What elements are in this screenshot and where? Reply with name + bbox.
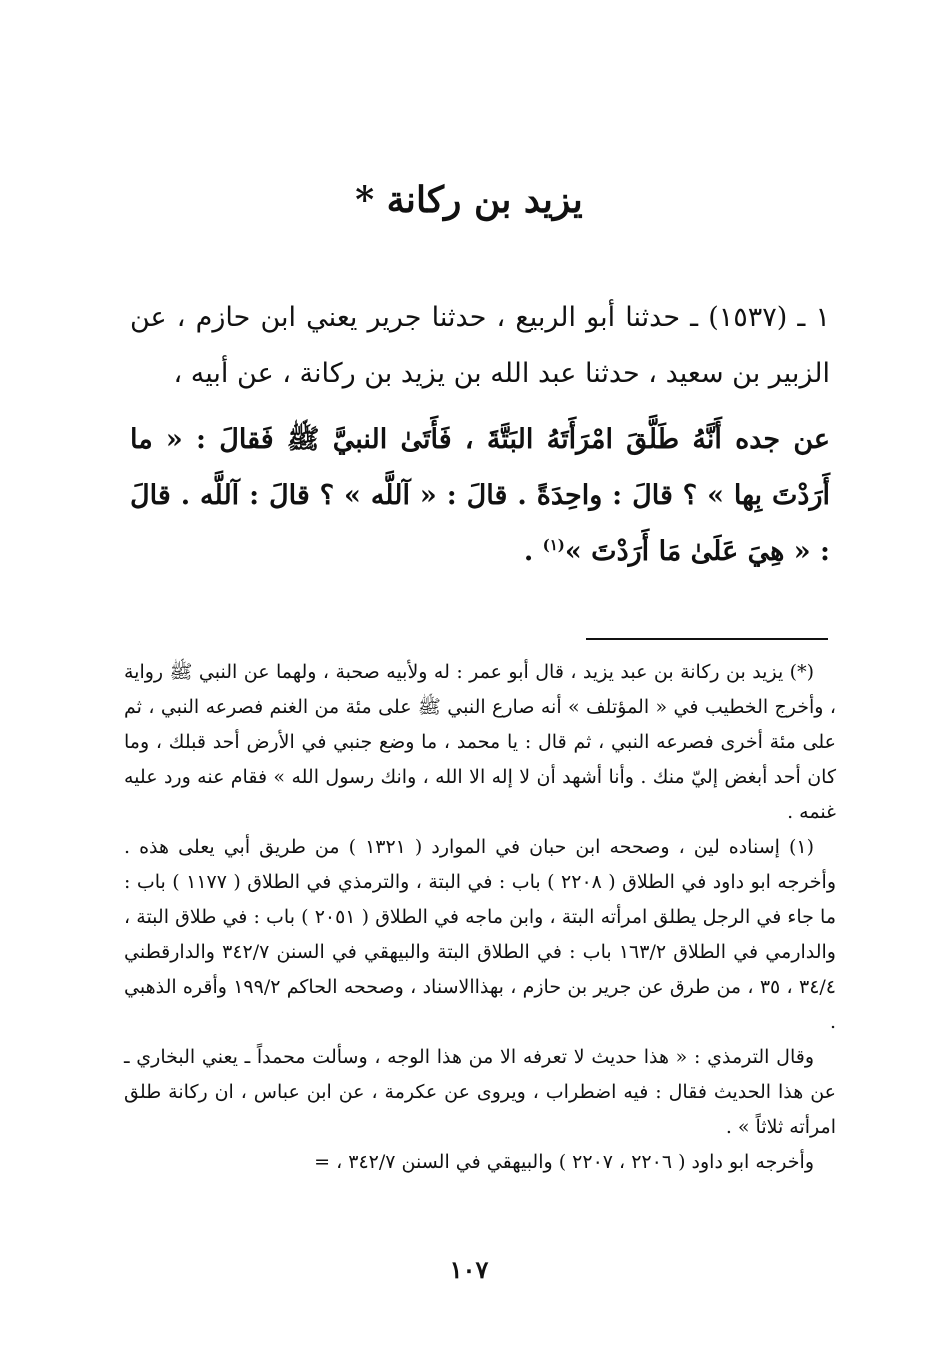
isnad-paragraph: ١ ـ (١٥٣٧) ـ حدثنا أبو الربيع ، حدثنا جرير يعني ابن حازم ، عن الزبير بن سعيد ، حدثنا عبد الله بن يزيد بن ركانة ، عن أبيه ، xyxy=(130,302,830,389)
page-number: ١٠٧ xyxy=(449,1255,489,1284)
footnote-ref: (١) xyxy=(542,536,565,554)
footnote-star: (*) يزيد بن ركانة بن عبد يزيد ، قال أبو عمر : له ولأبيه صحبة ، ولهما عن النبي ﷺ رواية ، وأخرج الخطيب في « المؤتلف » أنه صارع النبي ﷺ على مئة من الغنم فصرعه النبي ، ثم على مئة أخرى فصرعه النبي ، ثم قال : يا محمد ، ما وضع جنبي في الأرض أحد قبلك ، وما كان أحد أبغض إليّ منك . وأنا أشهد أن لا إله الا الله ، وانك رسول الله » فقام عنه ورد عليه غنمه . xyxy=(124,661,836,823)
matn-end: . xyxy=(523,536,543,567)
footnote-1: (١) إسناده لين ، وصححه ابن حبان في الموارد ( ١٣٢١ ) من طريق أبي يعلى هذه . وأخرجه ابو داود في الطلاق ( ٢٢٠٨ ) باب : في البتة ، والترمذي في الطلاق ( ١١٧٧ ) باب : ما جاء في الرجل يطلق امرأته البتة ، وابن ماجه في الطلاق ( ٢٠٥١ ) باب : في طلاق البتة ، والدارمي في الطلاق ١٦٣/٢ باب : في الطلاق البتة والبيهقي في السنن ٣٤٢/٧ والدارقطني ٣٤/٤ ، ٣٥ ، من طرق عن جرير بن حازم ، بهذاالاسناد ، وصححه الحاكم ١٩٩/٢ وأقره الذهبي . xyxy=(124,836,837,1033)
matn-paragraph xyxy=(130,412,830,580)
footnotes xyxy=(124,655,836,1180)
footnote-1-continued: وقال الترمذي : « هذا حديث لا تعرفه الا من هذا الوجه ، وسألت محمداً ـ يعني البخاري ـ عن هذا الحديث فقال : فيه اضطراب ، ويروى عن عكرمة ، عن ابن عباس ، ان ركانة طلق امرأته ثلاثاً » . xyxy=(124,1046,836,1138)
footnote-1-further: وأخرجه ابو داود ( ٢٢٠٦ ، ٢٢٠٧ ) والبيهقي في السنن ٣٤٢/٧ ، = xyxy=(314,1151,814,1173)
footnote-divider xyxy=(586,638,828,640)
main-text xyxy=(130,290,830,590)
chapter-title: يزيد بن ركانة * xyxy=(355,179,583,221)
matn-text: عن جده أَنَّهُ طَلَّقَ امْرَأَتَهُ البَتَّةَ ، فَأَتَىٰ النبيَّ ﷺ فَقالَ : « ما أَرَدْتَ بِها » ؟ قالَ : واحِدَةً . قالَ : « آللَّه » ؟ قالَ : آللَّه . قالَ : « هِيَ عَلَىٰ مَا أَرَدْتَ » xyxy=(130,424,830,567)
